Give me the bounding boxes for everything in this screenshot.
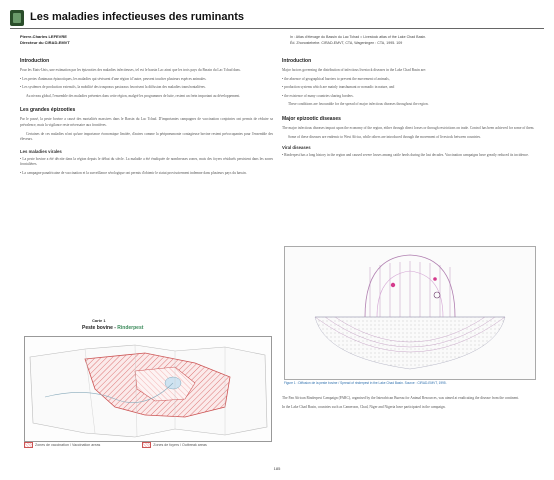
- right-column-tail: [282, 396, 535, 413]
- author-name: Pierre-Charles LEFEVRE: [20, 34, 67, 39]
- paragraph: Au niveau global, l'ensemble des maladies présentes dans cette région, malgré les programmes de lutte, restent un frein important au développement.: [26, 93, 241, 98]
- title-divider: [10, 28, 544, 29]
- map-title: [82, 325, 143, 331]
- section-heading: Introduction: [282, 58, 312, 64]
- diagram-svg: [285, 247, 535, 379]
- section-heading: Les grandes épizooties: [20, 107, 76, 114]
- citation-block: [290, 34, 520, 46]
- title-bar: [10, 10, 544, 30]
- paragraph: • the absence of geographical barriers to prevent the movement of animals,: [282, 76, 390, 81]
- legend-item: Zones de vaccination / Vaccination areas: [35, 442, 101, 447]
- paragraph: Certaines de ces maladies n'ont qu'une importance économique limitée, d'autres comme la péripneumonie contagieuse bovine restent préoccupantes pour l'ensemble des éleveurs.: [20, 131, 273, 142]
- page-number: 185: [273, 466, 281, 471]
- target-marker: [434, 292, 440, 298]
- map-canvas: [24, 336, 272, 442]
- diffusion-diagram: [284, 246, 536, 380]
- origin-focus: [391, 283, 395, 287]
- paragraph: • Rinderpest has a long history in the region and caused severe losses among cattle herds during the last decades. Vaccination campaigns have greatly reduced its incidence.: [282, 153, 529, 158]
- citation-line: In : Atlas d'élevage du Bassin du Lac Tchad = Livestock atlas of the Lake Chad Basin.: [290, 35, 427, 39]
- author-role: Directeur du CIRAD-EMVT: [20, 40, 70, 45]
- spread-columns: [370, 261, 450, 317]
- paragraph: • production systems which are mainly transhumant or nomadic in nature, and: [282, 85, 395, 90]
- paragraph: Pour les Etats-Unis, une estimation par les épizooties des maladies infectieuses, tel est le bassin Lac ainsi que les trois pays du Bassin du Lac Tchad dans.: [20, 68, 241, 72]
- legend-item: Zones de foyers / Outbreak areas: [153, 442, 207, 447]
- map-legend: [24, 442, 270, 450]
- legend-swatch: [24, 442, 33, 448]
- paragraph: • the existence of many countries sharing borders.: [282, 93, 354, 98]
- paragraph: • Les pertes d'animaux épizootiques, les maladies qui sévissent d'une région à l'autre, peuvent toucher plusieurs espèces animales.: [20, 76, 207, 81]
- paragraph: Par le passé, la peste bovine a causé des mortalités massives dans le Bassin du Lac Tchad. D'importantes campagnes de vaccination conjointes ont permis de réduire sa prévalence, mais la vigilance reste nécessaire aux frontières.: [20, 117, 273, 127]
- diagram-caption: Figure 1 : Diffusion de la peste bovine / Spread of rinderpest in the Lake Chad Basin. Source : CIRAD-EMVT, 1995.: [284, 381, 447, 385]
- paragraph: The Pan African Rinderpest Campaign (PARC), organised by the Interafrican Bureau for Animal Resources, was aimed at eradicating the disease from the continent.: [282, 396, 520, 400]
- map-svg: [25, 337, 271, 441]
- paragraph: The major infectious diseases impact upon the economy of the region, either through direct losses or through restrictions on trade. Control has been achieved for some of them.: [282, 125, 535, 130]
- paragraph: In the Lake Chad Basin, countries such as Cameroon, Chad, Niger and Nigeria have participated in the campaign.: [282, 404, 446, 409]
- chapter-logo-icon: [10, 10, 24, 26]
- paragraph: • La campagne panafricaine de vaccination et la surveillance sérologique ont permis d'obtenir le statut provisoirement indemne dans plusieurs pays du bassin.: [20, 170, 247, 175]
- section-heading: Introduction: [20, 58, 50, 64]
- section-heading: Major epizootic diseases: [282, 115, 341, 122]
- right-column: [282, 58, 535, 162]
- legend-swatch: [142, 442, 151, 448]
- map-title-accent: Rinderpest: [117, 325, 144, 331]
- paragraph: • Les systèmes de production extensifs, la mobilité des troupeaux pastoraux favorisent la diffusion des maladies transfrontalières.: [20, 85, 206, 90]
- map-figure: [22, 318, 272, 450]
- paragraph: Major factors governing the distribution of infectious livestock diseases in the Lake Chad Basin are:: [282, 68, 427, 72]
- subsection-heading: Viral diseases: [282, 145, 311, 151]
- background-region: [315, 317, 505, 369]
- map-title-main: Peste bovine -: [82, 325, 118, 331]
- paragraph: These conditions are favourable for the spread of major infectious diseases throughout the region.: [288, 102, 429, 107]
- subsection-heading: Les maladies virales: [20, 148, 62, 154]
- page-title: Les maladies infectieuses des ruminants: [30, 11, 244, 23]
- map-label: Carte 1: [92, 318, 106, 323]
- authors-block: [20, 34, 220, 46]
- citation-line: Éd. Zhonostebebe. CIRAD-EMVT, CTA, Wageningen : CTA, 1995. 109: [290, 41, 403, 45]
- paragraph: • La peste bovine a été décrite dans la région depuis le début du siècle. La maladie a été éradiquée de nombreuses zones, mais des foyers résiduels persistent dans les zones frontalières.: [20, 156, 273, 167]
- secondary-focus: [433, 277, 437, 281]
- left-column: [20, 58, 273, 180]
- paragraph: Some of these diseases are endemic to West Africa, while others are introduced through the movement of livestock between countries.: [288, 134, 481, 139]
